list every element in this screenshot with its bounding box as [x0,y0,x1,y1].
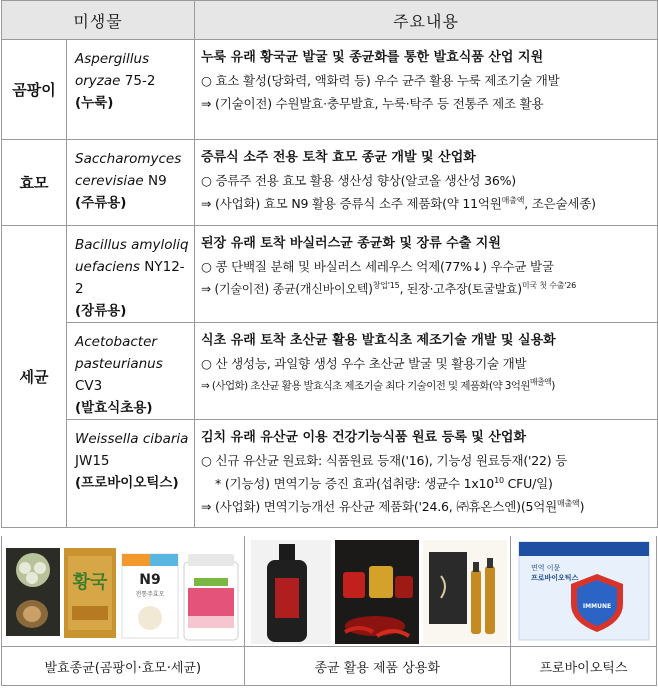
content-line: ○ 신규 유산균 원료화: 식품원료 등재('16), 기능성 원료등재('22) 등 [201,453,568,468]
svg-text:황국: 황국 [72,572,108,593]
content-cell [195,140,658,226]
category-bacteria: 세균 [2,226,67,528]
caption-starter-cultures: 발효종균(곰팡이·효모·세균) [2,647,245,685]
table-row [2,323,658,420]
microbe-cell [67,140,195,226]
svg-text:프로바이오틱스: 프로바이오틱스 [530,574,579,582]
microbe-cell [67,40,195,140]
content-title: 증류식 소주 전용 토착 효모 종균 개발 및 산업화 [201,150,476,165]
content-cell [195,420,658,528]
header-content: 주요내용 [195,1,658,40]
content-title: 누룩 유래 황국균 발굴 및 종균화를 통한 발효식품 산업 지원 [201,50,544,65]
photo-starter-cultures [2,536,245,646]
table-row [2,40,658,140]
microbe-cell [67,323,195,420]
strain-code: NY12-2 [75,259,185,297]
content-title: 식초 유래 토착 초산균 활용 발효식초 제조기술 개발 및 실용화 [201,333,556,348]
header-microbe: 미생물 [2,1,195,40]
photo-commercial-products [245,536,511,646]
caption-probiotics: 프로바이오틱스 [539,660,628,676]
species-name: Acetobacter pasteurianus [75,334,163,372]
category-mold: 곰팡이 [2,40,67,140]
table-row [2,420,658,528]
content-cell [195,226,658,323]
content-cell [195,323,658,420]
content-line: ⇒ (사업화) 초산균 활용 발효식초 제조기술 최다 기술이전 및 제품화(약 3억원$^{매출액}$) [201,377,555,392]
usage-label: (프로바이오틱스) [75,475,179,491]
usage-label: (장류용) [75,303,127,319]
content-line: ○ 증류주 전용 효모 활용 생산성 향상(알코올 생산성 36%) [201,173,516,188]
content-line: ⇒ (기술이전) 수원발효·충무발효, 누룩·탁주 등 전통주 제조 활용 [201,96,544,111]
svg-text:면역 이뮨: 면역 이뮨 [530,564,561,572]
species-name: Aspergillus oryzae [75,51,150,89]
usage-label: (발효식초용) [75,400,153,416]
usage-label: (누룩) [75,95,114,111]
content-line: ⇒ (기술이전) 종균(개신바이오텍)$^{창업'15}$, 된장·고추장(토굴발효)$^{미국 첫 수출'26}$ [201,281,577,296]
microbe-cell [67,226,195,323]
caption-commercialization: 종균 활용 제품 상용화 [245,647,511,685]
species-name: Bacillus amyloliquefaciens [75,237,189,275]
microbe-table [1,0,658,528]
photo-section [1,536,657,686]
table-row [2,226,658,323]
strain-code: JW15 [75,453,110,469]
svg-text:IMMUNE: IMMUNE [582,603,611,610]
strain-code: CV3 [75,378,103,394]
photo-row [1,536,657,646]
category-yeast: 효모 [2,140,67,226]
strain-code: 75-2 [124,73,156,89]
content-line: * (기능성) 면역기능 증진 효과(섭취량: 생균수 $1x10^{10}$ CFU/일) [215,475,553,491]
content-line: ○ 산 생성능, 과일향 생성 우수 초산균 발굴 및 활용기술 개발 [201,356,527,371]
caption-row [1,646,657,686]
microbe-cell [67,420,195,528]
content-line: ⇒ (사업화) 효모 N9 활용 증류식 소주 제품화(약 11억원$^{매출액}$, 조은술세종) [201,195,596,211]
content-line: ○ 콩 단백질 분해 및 바실러스 세레우스 억제(77%↓) 우수균 발굴 [201,259,554,274]
species-name: Saccharomyces cerevisiae [75,151,182,189]
content-title: 김치 유래 유산균 이용 건강기능식품 원료 등록 및 산업화 [201,430,527,445]
table-row [2,140,658,226]
table-header-row [2,1,658,40]
species-name: Weissella cibaria [75,431,189,447]
content-line: ⇒ (사업화) 면역기능개선 유산균 제품화('24.6, ㈜휴온스엔)(5억원$^{매출액}$) [201,498,585,514]
svg-text:전통주효모: 전통주효모 [135,591,165,598]
content-line: ○ 효소 활성(당화력, 액화력 등) 우수 균주 활용 누룩 제조기술 개발 [201,73,560,88]
usage-label: (주류용) [75,195,127,211]
strain-code: N9 [147,173,167,189]
svg-text:N9: N9 [139,572,161,588]
content-title: 된장 유래 토착 바실러스균 종균화 및 장류 수출 지원 [201,236,501,251]
content-cell [195,40,658,140]
photo-probiotic-product [511,536,656,646]
